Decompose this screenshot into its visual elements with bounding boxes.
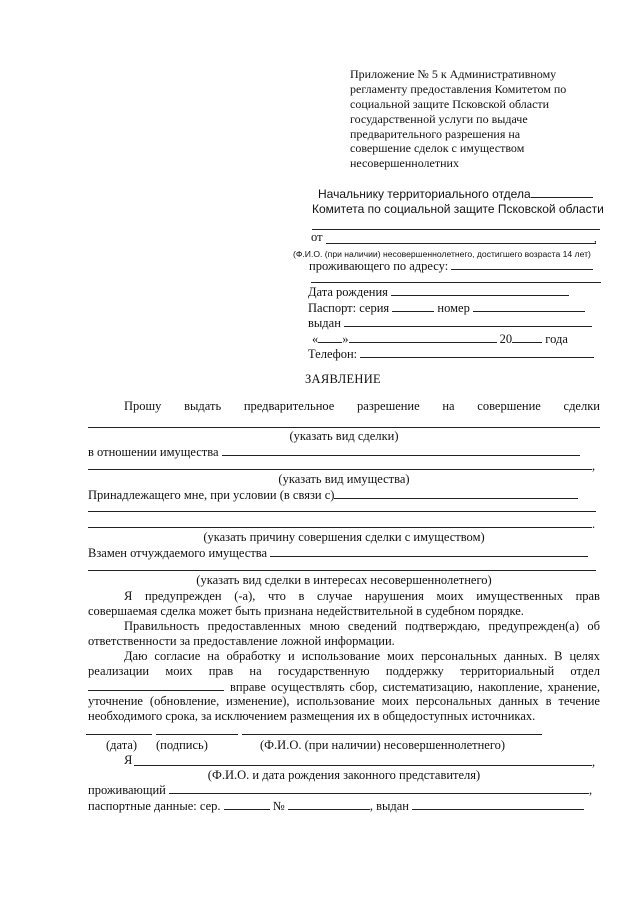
word: подтверждаю, [405,619,481,633]
request-word: предварительное [243,399,335,413]
word: данных [498,694,539,708]
number-sign: № [272,799,285,813]
year-prefix: 20 [499,332,513,346]
property-field-2[interactable] [88,469,592,470]
accuracy-line-1 [124,619,600,634]
word: нарушения [365,589,424,603]
representative-hint: (Ф.И.О. и дата рождения законного представителя) [207,768,481,782]
belonging-row [88,487,578,503]
word: Я [124,589,133,603]
rep-issued-field[interactable] [412,798,584,810]
word: сведений [348,619,397,633]
consent-line-5: необходимого срока, за исключением размещения их в общедоступных источниках. [88,709,536,723]
request-word: сделки [563,399,600,413]
header-line-4: государственной услуги по выдаче [350,112,528,126]
number-label: номер [437,301,470,315]
word: данных. [504,649,548,663]
rep-passport-label: паспортные данные: сер. [88,799,221,813]
request-line [124,399,600,414]
word: реализации [88,664,150,678]
i-label: Я [124,753,133,767]
belonging-field[interactable] [334,487,578,499]
date-close-quote: » [342,332,349,346]
word: течение [558,694,600,708]
signature-caption: (подпись) [156,738,208,752]
rep-passport-number-field[interactable] [288,798,370,810]
word: и [288,649,295,663]
word: хранение, [547,680,600,694]
request-word: совершение [477,399,541,413]
residing-field[interactable] [169,782,589,794]
issued-month-field[interactable] [349,331,497,343]
warning-line-2: совершаемая сделка может быть признана недействительной в судебном порядке. [88,604,524,618]
word: мною [309,619,340,633]
residing-row: проживающий , [88,783,593,797]
word: предоставленных [207,619,302,633]
word: использование [296,694,375,708]
word: В [554,649,563,663]
residence-field[interactable] [451,258,593,270]
department-field[interactable] [531,186,593,198]
warning-line-1 [124,589,600,604]
addressee-line-2: Комитета по социальной защите Псковской области [312,202,604,216]
consent-line-3 [88,679,600,695]
date-caption: (дата) [106,738,138,752]
request-word: на [442,399,455,413]
passport-label: Паспорт: серия [308,301,390,315]
from-hint: (Ф.И.О. (при наличии) несовершеннолетнего, достигшего возраста 14 лет) [293,249,591,259]
representative-field[interactable] [134,765,592,766]
word: накопление, [478,680,543,694]
word: уточнение [88,694,143,708]
reason-hint: (указать причину совершения сделки с имуществом) [203,530,485,544]
phone-row [308,346,594,362]
word: поддержку [385,664,444,678]
issued-day-field[interactable] [318,331,342,343]
word: имущественных [476,589,563,603]
request-word: разрешение [357,399,420,413]
date-field[interactable] [86,734,152,735]
accuracy-line-2: ответственности за предоставление ложной информации. [88,634,395,648]
header-line-5: предварительного разрешения на [350,127,521,141]
word: об [587,619,600,633]
word: изменение), [226,694,290,708]
signature-field[interactable] [156,734,238,735]
word: случае [316,589,353,603]
deal-type-hint: (указать вид сделки) [289,429,399,443]
word: в [298,589,305,603]
department-name-field[interactable] [88,679,224,691]
document-title: ЗАЯВЛЕНИЕ [305,372,381,386]
rep-passport-row [88,798,584,814]
exchange-field-2[interactable] [88,570,596,571]
addressee-department: Начальнику территориального отдела [318,187,531,201]
property-label: в отношении имущества [88,445,219,459]
issued-field[interactable] [344,315,592,327]
word: систематизацию, [382,680,473,694]
residing-label: проживающий [88,783,166,797]
rep-issued-label: , выдан [369,799,409,813]
date-open-quote: « [312,332,319,346]
header-line-7: несовершеннолетних [350,156,459,170]
issued-year-field[interactable] [512,331,542,343]
word: государственную [277,664,370,678]
word: в [545,694,552,708]
issued-date-row [312,331,568,347]
consent-line-2 [88,664,600,679]
reason-field-2[interactable] [88,527,592,528]
request-word: выдать [184,399,222,413]
birth-label: Дата рождения [308,285,388,299]
birth-row [308,284,569,300]
year-suffix: года [545,332,568,346]
reason-field-1[interactable] [88,511,596,512]
phone-label: Телефон: [308,347,358,361]
word: осуществлять [270,680,345,694]
word: использование [301,649,380,663]
word: обработку [226,649,282,663]
birth-date-field[interactable] [391,284,569,296]
word: предупрежден(а) [488,619,580,633]
property-hint: (указать вид имущества) [278,472,410,486]
word: (обновление, [149,694,220,708]
word: целях [569,649,600,663]
word: прав [208,664,234,678]
passport-number-field[interactable] [473,300,585,312]
word: территориальный [460,664,555,678]
word: вправе [230,680,266,694]
exchange-hint: (указать вид сделки в интересах несовершеннолетнего) [196,573,492,587]
word: на [249,664,262,678]
word: что [268,589,286,603]
header-line-2: регламенту предоставления Комитетом по [350,82,567,96]
from-name-field[interactable] [326,243,596,244]
phone-field[interactable] [360,346,594,358]
consent-line-4 [88,694,600,709]
rep-passport-series-field[interactable] [224,798,270,810]
application-form-page: Приложение № 5 к Административному регламенту предоставления Комитетом по социальной защите Псковской области государственной услуги по выдаче предварительного разрешения на совершение сделок с имуществом несовершеннолетних Начальнику территориального отдела Комитета по социальной защите Псковской области от , (Ф.И.О. (при наличии) несовершеннолетнего, достигшего возраста 14 лет) проживающего по адресу: Дата рождения Паспорт: серия номер выдан « » 20 года Телефон: ЗАЯВЛЕНИЕ Прошу выдать предварительное разрешение на совершение сделки (указать вид сделки) в отношении имущества , (указать вид имущества) Принадлежащего мне, при условии (в связи с) . (указать причину совершения сделки с имуществом) Взамен отчуждаемого имущества (указать вид сделки в интересах несовершеннолетнего) Я предупрежден (-а), что в случае нарушения моих имущественных прав совершаемая сделка может быть признана недействительной в судебном порядке. Правильность предоставленных мною сведений подтверждаю, предупрежден(а) об ответственности за предоставление ложной информации. Даю согласие на обработку и использование моих персональных данных. В целях реализации моих прав на государственную поддержку территориальный отдел вправе осуществлять сбор, систематизацию, накопление, хранение, уточнение (обновление, изменение), использование моих персональных данных в течение необходимого срока, за исключением размещения их в общедоступных источниках. (дата) (подпись) (Ф.И.О. (при наличии) несовершеннолетнего) Я , (Ф.И.О. и дата рождения законного представителя) проживающий , паспортные данные: сер. № , выдан [88,67,604,813]
word: согласие [154,649,201,663]
minor-name-field[interactable] [242,734,542,735]
deal-type-field[interactable] [88,427,600,428]
word: Правильность [124,619,200,633]
word: моих [381,694,409,708]
minor-name-caption: (Ф.И.О. (при наличии) несовершеннолетнего) [260,738,506,752]
property-row [88,444,580,460]
property-field[interactable] [222,444,580,456]
passport-series-field[interactable] [392,300,434,312]
word: моих [165,664,193,678]
word: сбор, [349,680,378,694]
exchange-field[interactable] [270,545,588,557]
word: моих [387,649,415,663]
word: персональных [421,649,498,663]
word: отдел [570,664,600,678]
word: предупрежден [144,589,222,603]
residence-field-2[interactable] [311,282,601,283]
request-word: Прошу [124,399,162,413]
word: персональных [415,694,492,708]
issued-row [308,315,592,331]
word: Даю [124,649,148,663]
header-line-3: социальной защите Псковской области [350,97,550,111]
belonging-label: Принадлежащего мне, при условии (в связи с) [88,488,335,502]
exchange-label: Взамен отчуждаемого имущества [88,546,268,560]
addressee-line-1 [318,186,593,202]
addressee-blank-line[interactable] [312,229,600,230]
header-line-6: совершение сделок с имуществом [350,141,525,155]
header-line-1: Приложение № 5 к Административному [350,67,557,81]
word: прав [575,589,600,603]
word: на [207,649,220,663]
residence-row [309,258,593,274]
passport-row [308,300,585,316]
consent-line-1 [124,649,600,664]
word: моих [436,589,464,603]
from-label: от [311,230,323,244]
issued-label: выдан [308,316,341,330]
word: (-а), [234,589,256,603]
exchange-row [88,545,588,561]
residence-label: проживающего по адресу: [309,259,449,273]
